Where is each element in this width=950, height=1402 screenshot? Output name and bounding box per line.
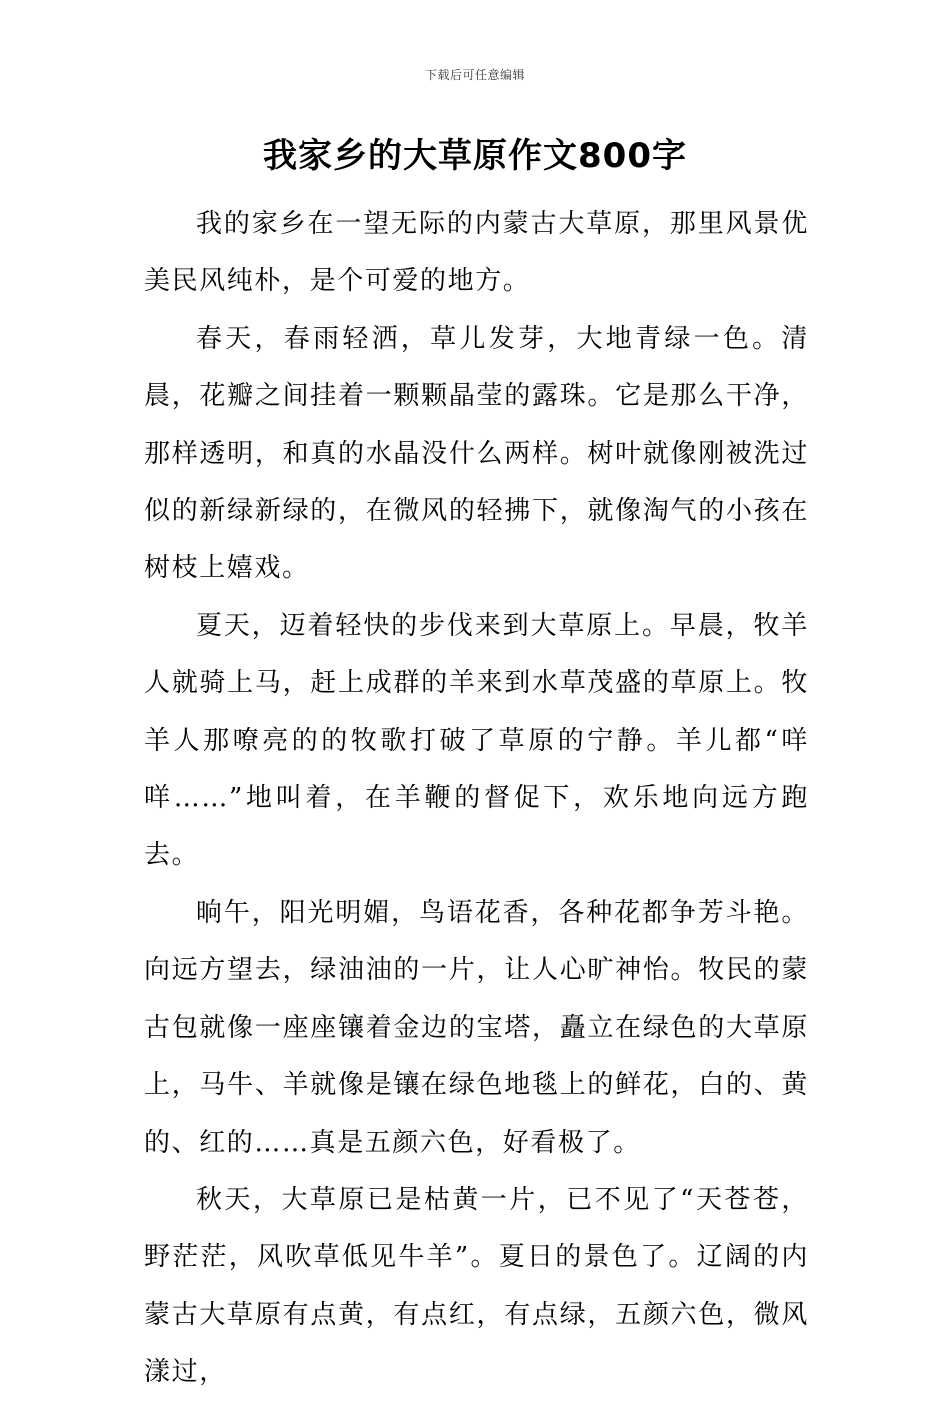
paragraph-2: 春天，春雨轻洒，草儿发芽，大地青绿一色。清晨，花瓣之间挂着一颗颗晶莹的露珠。它是那么干净，那样透明，和真的水晶没什么两样。树叶就像刚被洗过似的新绿新绿的，在微风的轻拂下，就像淘气的小孩在树枝上嬉戏。: [144, 323, 809, 584]
header-note: 下载后可任意编辑: [424, 68, 525, 82]
document-body: [144, 196, 809, 1402]
page-title: 我家乡的大草原作文800字: [263, 136, 687, 176]
paragraph-1: 我的家乡在一望无际的内蒙古大草原，那里风景优美民风纯朴，是个可爱的地方。: [144, 209, 809, 297]
paragraph-4: 晌午，阳光明媚，鸟语花香，各种花都争芳斗艳。向远方望去，绿油油的一片，让人心旷神怡。牧民的蒙古包就像一座座镶着金边的宝塔，矗立在绿色的大草原上，马牛、羊就像是镶在绿色地毯上的鲜花，白的、黄的、红的……真是五颜六色，好看极了。: [144, 897, 809, 1158]
paragraph-5: 秋天，大草原已是枯黄一片，已不见了“天苍苍，野茫茫，风吹草低见牛羊”。夏日的景色了。辽阔的内蒙古大草原有点黄，有点红，有点绿，五颜六色，微风漾过，: [144, 1184, 809, 1388]
paragraph-3: 夏天，迈着轻快的步伐来到大草原上。早晨，牧羊人就骑上马，赶上成群的羊来到水草茂盛的草原上。牧羊人那嘹亮的的牧歌打破了草原的宁静。羊儿都“咩咩……”地叫着，在羊鞭的督促下，欢乐地向远方跑去。: [144, 610, 809, 871]
